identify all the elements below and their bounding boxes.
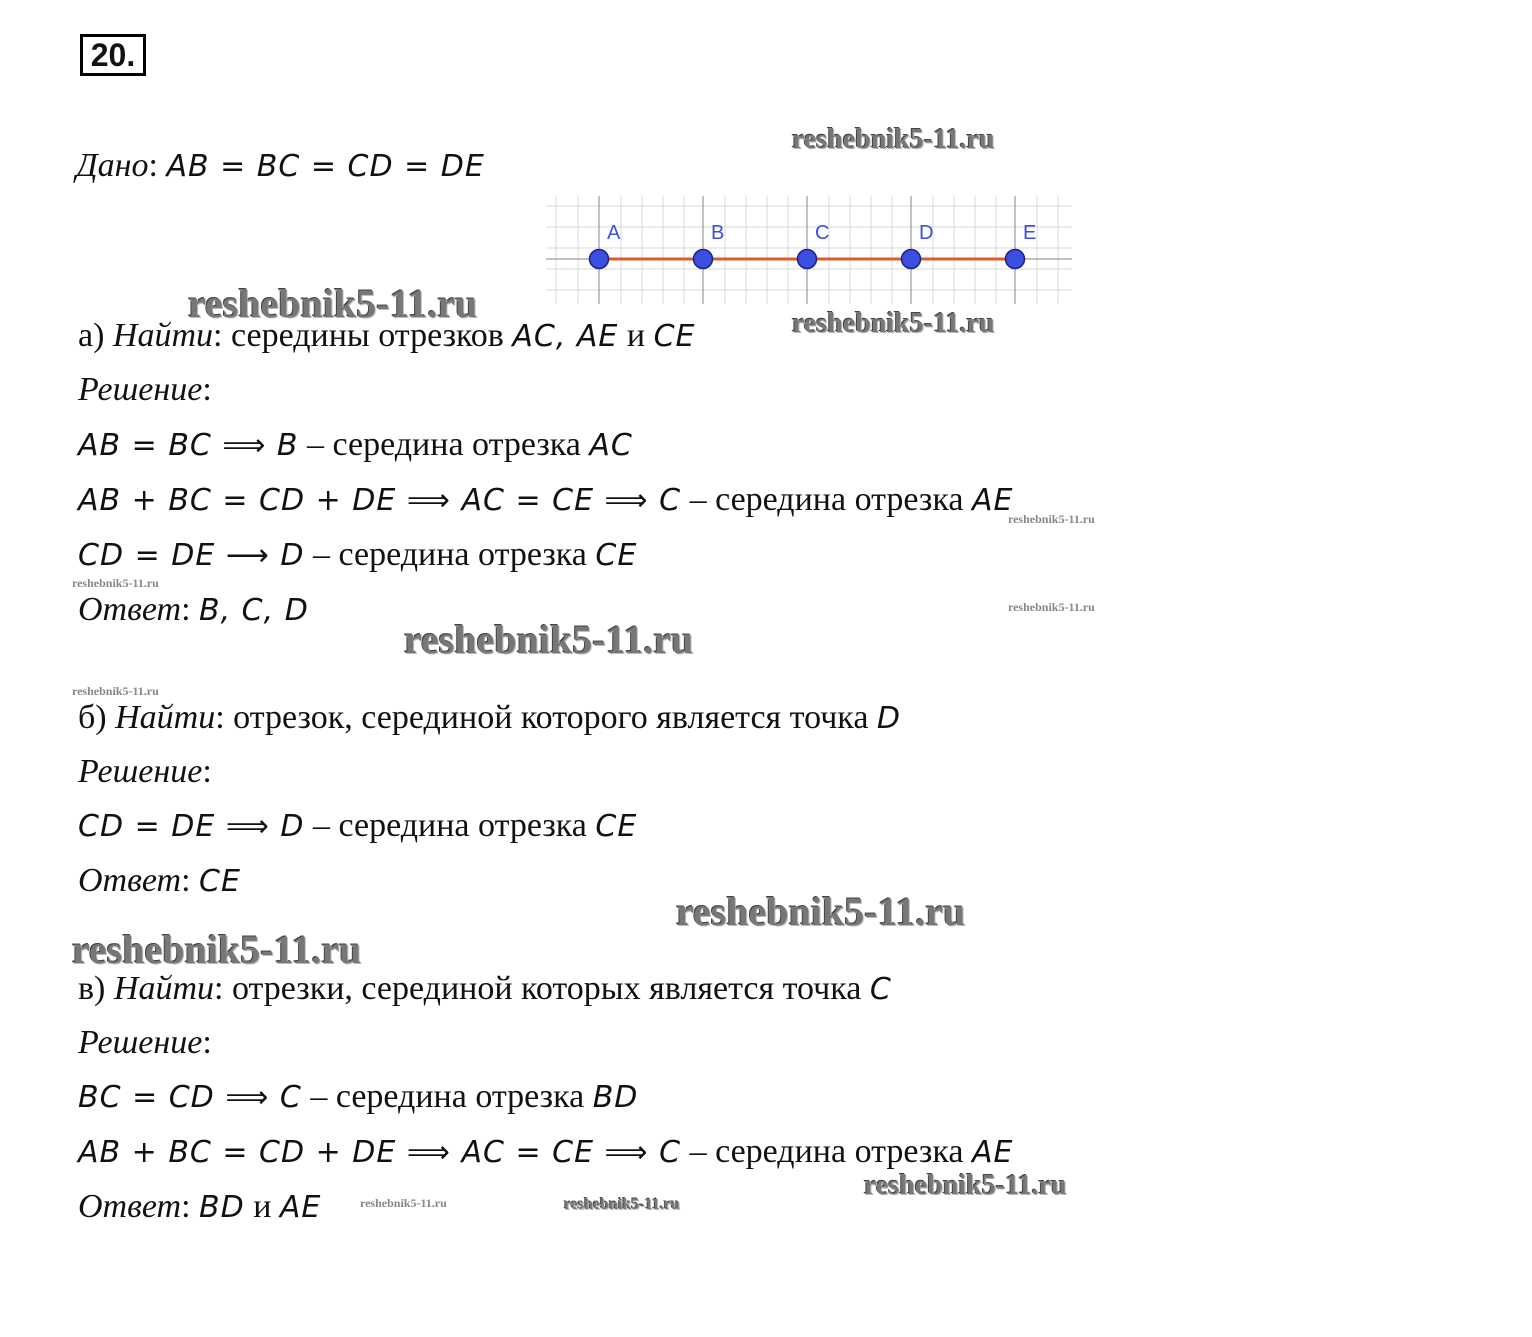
answer-label: Ответ — [78, 1188, 182, 1225]
step-text: – середина отрезка — [298, 426, 590, 463]
answer-colon: : — [181, 1188, 191, 1225]
answer-and: и — [244, 1188, 280, 1225]
point-label-d: D — [919, 222, 934, 244]
step-math: AB + BC = CD + DE ⟹ AC = CE ⟹ C — [78, 1135, 682, 1170]
step-text: – середина отрезка — [681, 1133, 972, 1170]
part-c-find-label: Найти — [113, 970, 214, 1007]
point-label-e: E — [1023, 222, 1037, 244]
step-target: CE — [595, 809, 638, 844]
part-c-step-2 — [78, 1132, 1013, 1173]
part-a-step-1 — [78, 425, 633, 466]
answer-value: B, C, D — [199, 593, 309, 628]
step-target: CE — [595, 538, 638, 573]
part-b-find-text: : отрезок, серединой которого является точка — [215, 699, 877, 736]
answer-colon: : — [181, 591, 191, 628]
part-a-prefix: а) — [78, 317, 105, 354]
watermark: reshebnik5-11.ru — [188, 281, 478, 326]
step-math: BC = CD ⟹ C — [78, 1080, 302, 1115]
step-target: AE — [971, 1135, 1014, 1170]
answer-label: Ответ — [78, 591, 182, 628]
part-c-solution-colon: : — [202, 1024, 212, 1061]
step-text: – середина отрезка — [301, 1078, 593, 1115]
part-b-solution-word: Решение — [78, 753, 203, 790]
part-c-find-math: C — [869, 972, 892, 1007]
step-text: – середина отрезка — [304, 807, 596, 844]
part-c-solution-word: Решение — [78, 1024, 203, 1061]
step-target: AE — [971, 483, 1014, 518]
part-a-find-math: AC, AE — [512, 319, 619, 354]
part-a-solution-word: Решение — [78, 371, 203, 408]
watermark: reshebnik5-11.ru — [676, 889, 966, 934]
given-expr: AB = BC = CD = DE — [166, 149, 485, 184]
watermark: reshebnik5-11.ru — [72, 576, 159, 590]
step-math: AB = BC ⟹ B — [78, 428, 299, 463]
part-a-find-and: и — [618, 317, 654, 354]
step-math: AB + BC = CD + DE ⟹ AC = CE ⟹ C — [78, 483, 682, 518]
watermark: reshebnik5-11.ru — [72, 927, 362, 972]
part-a-step-2 — [78, 480, 1013, 521]
part-a-find-math2: CE — [653, 319, 696, 354]
part-b-find — [78, 698, 901, 739]
given-label: Дано — [76, 147, 149, 184]
watermark: reshebnik5-11.ru — [792, 124, 995, 155]
segment-figure — [546, 196, 1072, 304]
point-c — [798, 250, 817, 269]
step-math: CD = DE ⟹ D — [78, 809, 305, 844]
watermark: reshebnik5-11.ru — [792, 308, 995, 339]
point-a — [590, 250, 609, 269]
part-b-find-math: D — [876, 701, 902, 736]
part-b-prefix: б) — [78, 699, 107, 736]
answer-value: BD — [199, 1190, 245, 1225]
part-c-prefix: в) — [78, 970, 106, 1007]
watermark: reshebnik5-11.ru — [1008, 512, 1095, 526]
part-a-answer — [78, 590, 309, 631]
answer-colon: : — [181, 862, 191, 899]
part-c-solution-label — [78, 1023, 212, 1063]
part-b-solution-label — [78, 752, 212, 792]
watermark: reshebnik5-11.ru — [1008, 600, 1095, 614]
part-a-find-label: Найти — [112, 317, 214, 354]
step-text: – середина отрезка — [681, 481, 972, 518]
problem-number: 20. — [80, 34, 146, 76]
part-c-find-text: : отрезки, серединой которых является точка — [214, 970, 870, 1007]
watermark: reshebnik5-11.ru — [72, 684, 159, 698]
part-a-solution-colon: : — [202, 371, 212, 408]
step-target: BD — [592, 1080, 639, 1115]
part-a-step-3 — [78, 535, 637, 576]
watermark: reshebnik5-11.ru — [864, 1170, 1067, 1201]
part-b-step-1 — [78, 806, 637, 847]
part-a-solution-label — [78, 370, 212, 410]
given-colon: : — [148, 147, 158, 184]
answer-value-2: AE — [279, 1190, 322, 1225]
watermark: reshebnik5-11.ru — [564, 1196, 680, 1213]
point-label-a: A — [607, 222, 621, 244]
part-a-find-text: : середины отрезков — [213, 317, 513, 354]
point-d — [902, 250, 921, 269]
step-text: – середина отрезка — [304, 536, 596, 573]
answer-label: Ответ — [78, 862, 182, 899]
given-line — [76, 146, 485, 187]
part-c-find — [78, 969, 892, 1010]
step-math: CD = DE ⟶ D — [78, 538, 305, 573]
part-b-find-label: Найти — [115, 699, 216, 736]
watermark: reshebnik5-11.ru — [360, 1196, 447, 1210]
part-c-step-1 — [78, 1077, 638, 1118]
point-label-c: C — [815, 222, 830, 244]
point-e — [1006, 250, 1025, 269]
point-b — [694, 250, 713, 269]
step-target: AC — [589, 428, 633, 463]
watermark: reshebnik5-11.ru — [404, 617, 694, 662]
answer-value: CE — [199, 864, 241, 899]
part-b-answer — [78, 861, 241, 902]
part-b-solution-colon: : — [202, 753, 212, 790]
point-label-b: B — [711, 222, 725, 244]
part-c-answer — [78, 1187, 321, 1228]
